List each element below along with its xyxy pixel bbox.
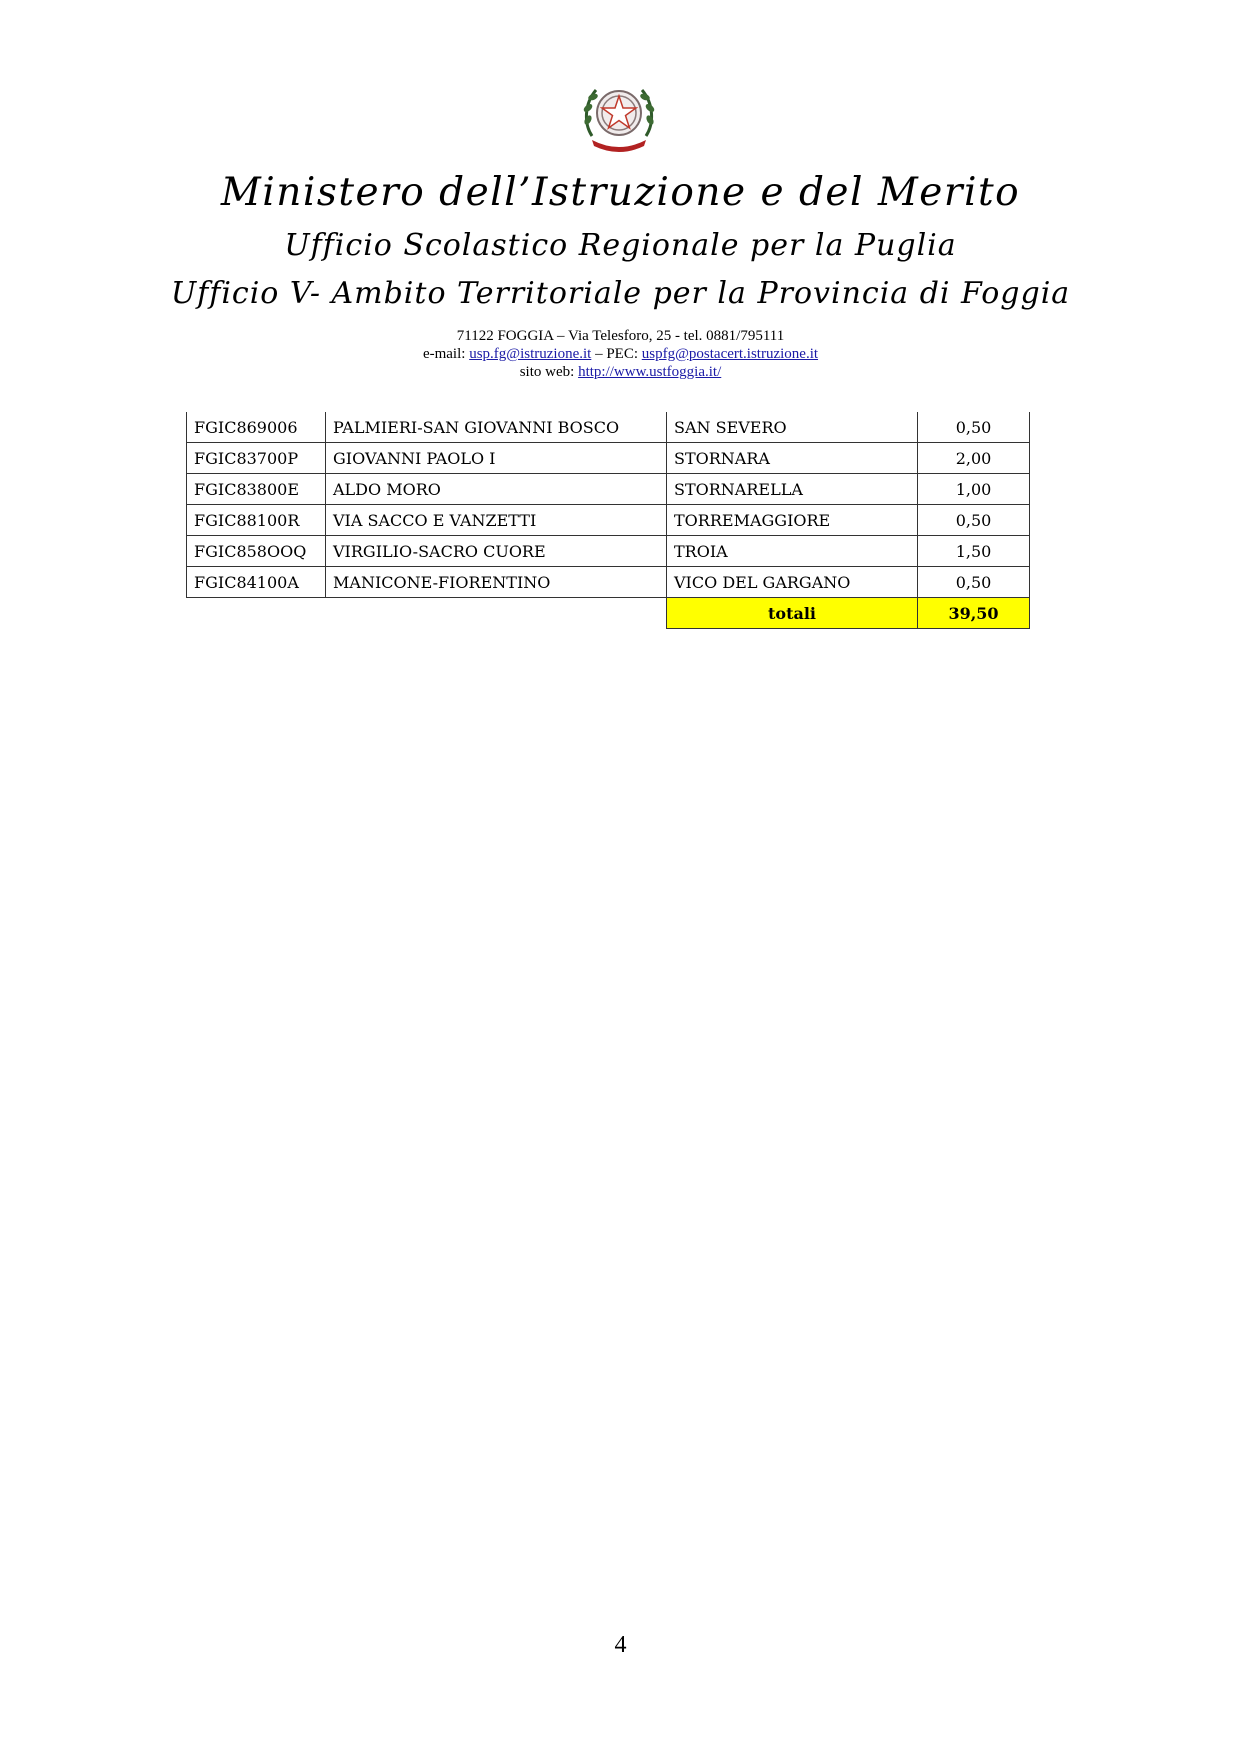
- school-code: FGIC83700P: [187, 443, 326, 474]
- email-label: e-mail:: [422, 346, 470, 362]
- table-row: [187, 412, 1030, 443]
- totals-value: 39,50: [918, 598, 1030, 629]
- school-code: FGIC83800E: [187, 474, 326, 505]
- school-value: 1,00: [918, 474, 1030, 505]
- school-code: FGIC88100R: [187, 505, 326, 536]
- territorial-office-title: Ufficio V- Ambito Territoriale per la Provincia di Foggia: [170, 276, 1071, 311]
- table-row: [187, 505, 1030, 536]
- email-line: [0, 345, 1241, 363]
- school-town: STORNARELLA: [667, 474, 918, 505]
- table-row: [187, 536, 1030, 567]
- table-row: [187, 567, 1030, 598]
- website-line: [0, 363, 1241, 381]
- school-value: 0,50: [918, 505, 1030, 536]
- school-town: TORREMAGGIORE: [667, 505, 918, 536]
- school-value: 0,50: [918, 567, 1030, 598]
- school-value: 0,50: [918, 412, 1030, 443]
- pec-link[interactable]: uspfg@postacert.istruzione.it: [641, 346, 819, 362]
- school-town: VICO DEL GARGANO: [667, 567, 918, 598]
- regional-office-title: Ufficio Scolastico Regionale per la Puglia: [284, 228, 957, 263]
- school-code: FGIC858OOQ: [187, 536, 326, 567]
- table-row: [187, 474, 1030, 505]
- website-link[interactable]: http://www.ustfoggia.it/: [578, 364, 722, 380]
- school-name: PALMIERI-SAN GIOVANNI BOSCO: [326, 412, 667, 443]
- school-town: STORNARA: [667, 443, 918, 474]
- ministry-title: Ministero dell’Istruzione e del Merito: [220, 170, 1021, 215]
- school-name: MANICONE-FIORENTINO: [326, 567, 667, 598]
- school-name: VIA SACCO E VANZETTI: [326, 505, 667, 536]
- pec-label: – PEC:: [591, 346, 642, 362]
- table-row: [187, 443, 1030, 474]
- totals-spacer: [187, 598, 667, 629]
- page-number: 4: [614, 1632, 627, 1658]
- school-name: GIOVANNI PAOLO I: [326, 443, 667, 474]
- school-value: 2,00: [918, 443, 1030, 474]
- email-link[interactable]: usp.fg@istruzione.it: [469, 346, 592, 362]
- website-label: sito web:: [519, 364, 579, 380]
- schools-table: [186, 412, 1030, 629]
- school-value: 1,50: [918, 536, 1030, 567]
- totals-row: [187, 598, 1030, 629]
- school-name: ALDO MORO: [326, 474, 667, 505]
- school-town: SAN SEVERO: [667, 412, 918, 443]
- totals-label: totali: [667, 598, 918, 629]
- school-code: FGIC84100A: [187, 567, 326, 598]
- school-name: VIRGILIO-SACRO CUORE: [326, 536, 667, 567]
- address-line: 71122 FOGGIA – Via Telesforo, 25 - tel. 0881/795111: [456, 328, 785, 344]
- school-town: TROIA: [667, 536, 918, 567]
- republic-emblem-icon: [578, 76, 660, 158]
- school-code: FGIC869006: [187, 412, 326, 443]
